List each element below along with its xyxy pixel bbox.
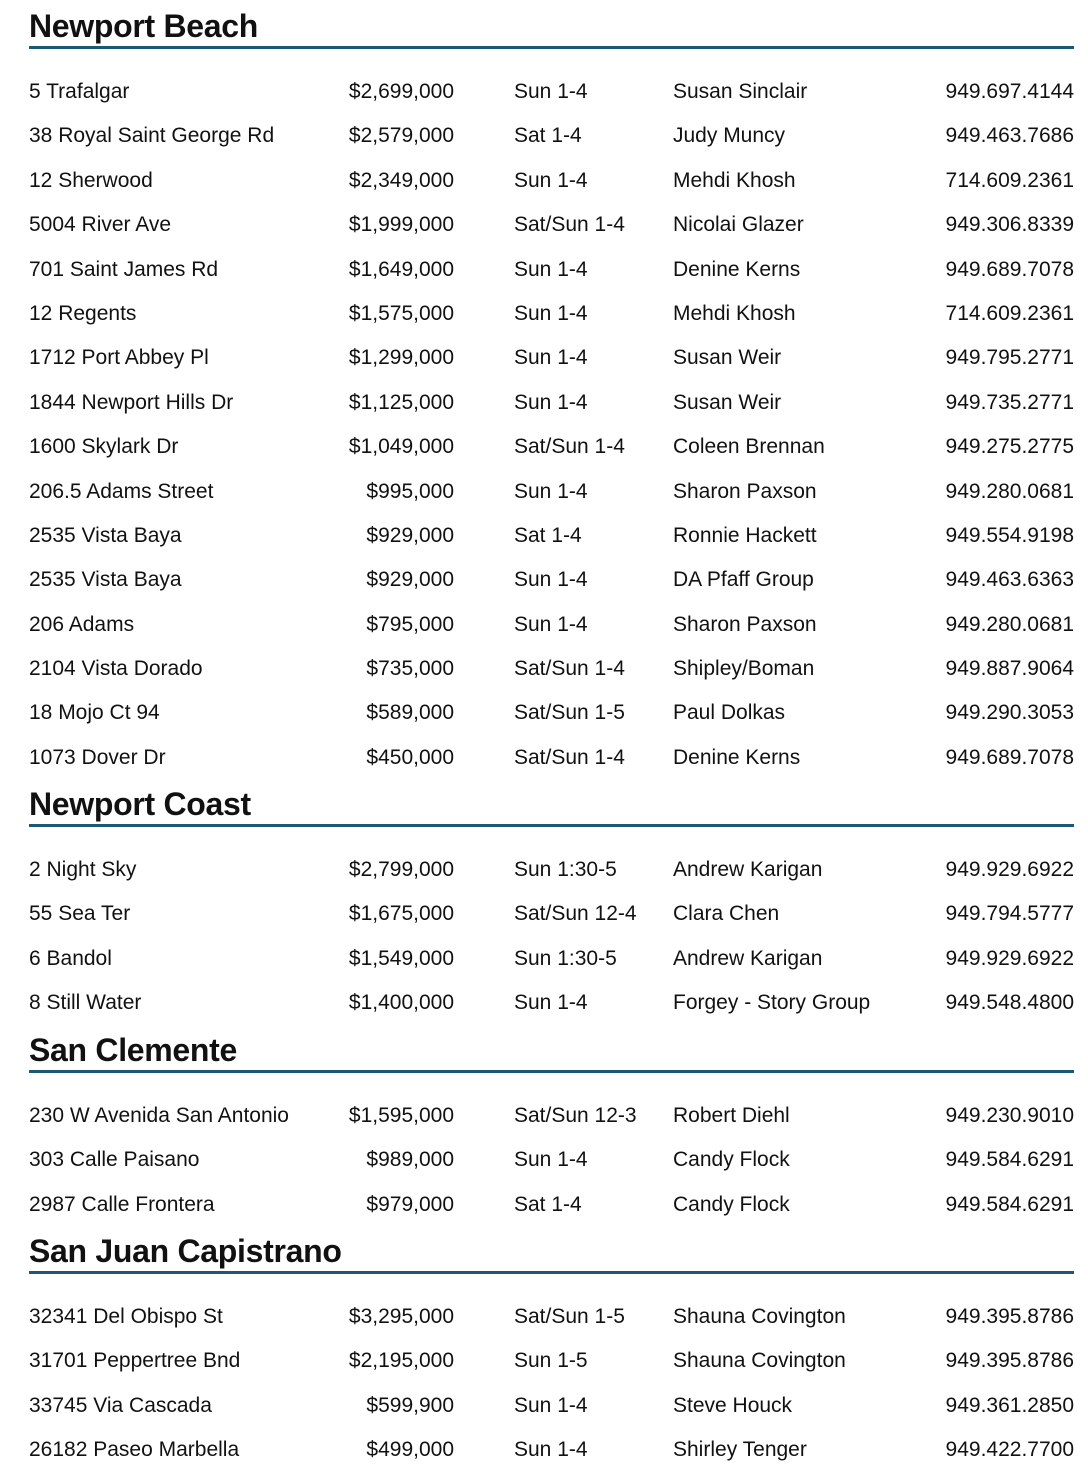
- agent-phone: 949.463.7686: [945, 124, 1074, 148]
- listing-row: [29, 739, 1074, 783]
- open-house-time: Sat 1-4: [514, 124, 582, 148]
- listing-price: $2,699,000: [348, 80, 454, 103]
- open-house-time: Sun 1-4: [514, 991, 588, 1015]
- listing-row: [29, 428, 1074, 472]
- listing-row: [29, 561, 1074, 605]
- agent-name: Sharon Paxson: [673, 479, 817, 503]
- open-house-time: Sun 1-4: [514, 301, 588, 325]
- listing-address: 206.5 Adams Street: [29, 479, 214, 503]
- listing-row: [29, 339, 1074, 383]
- agent-phone: 949.929.6922: [945, 946, 1074, 970]
- agent-name: Denine Kerns: [673, 257, 801, 281]
- agent-phone: 949.795.2771: [945, 346, 1074, 370]
- open-house-time: Sun 1:30-5: [514, 858, 617, 881]
- listing-row: [29, 1431, 1074, 1475]
- listing-row: [29, 1141, 1074, 1185]
- agent-name: Susan Sinclair: [673, 80, 808, 103]
- listing-list: [29, 49, 1074, 783]
- listing-address: 2535 Vista Baya: [29, 568, 182, 592]
- agent-name: Sharon Paxson: [673, 612, 817, 636]
- listing-address: 2535 Vista Baya: [29, 523, 182, 547]
- listing-row: [29, 650, 1074, 694]
- agent-phone: 949.280.0681: [945, 479, 1074, 503]
- open-house-time: Sun 1:30-5: [514, 946, 617, 970]
- listing-address: 31701 Peppertree Bnd: [29, 1349, 241, 1373]
- listing-row: [29, 517, 1074, 561]
- listing-address: 55 Sea Ter: [29, 902, 131, 926]
- listing-address: 1600 Skylark Dr: [29, 435, 179, 459]
- agent-name: Paul Dolkas: [673, 701, 786, 725]
- listing-price: $1,999,000: [348, 213, 454, 237]
- listing-price: $2,195,000: [348, 1349, 454, 1373]
- open-house-time: Sat/Sun 1-4: [514, 657, 625, 681]
- agent-phone: 949.306.8339: [945, 213, 1074, 237]
- listing-row: [29, 1342, 1074, 1386]
- listing-price: $1,125,000: [348, 390, 454, 414]
- listing-price: $979,000: [366, 1192, 454, 1216]
- agent-phone: 949.422.7700: [945, 1438, 1074, 1462]
- agent-phone: 949.395.8786: [945, 1349, 1074, 1373]
- listing-row: [29, 606, 1074, 650]
- agent-name: Candy Flock: [673, 1148, 790, 1172]
- listing-address: 12 Sherwood: [29, 168, 153, 192]
- listing-price: $2,579,000: [348, 124, 454, 148]
- listing-list: [29, 1274, 1074, 1476]
- listing-address: 8 Still Water: [29, 991, 142, 1015]
- listing-price: $929,000: [366, 568, 454, 592]
- agent-name: Forgey - Story Group: [673, 991, 871, 1015]
- listing-price: $2,799,000: [348, 858, 454, 881]
- listing-address: 701 Saint James Rd: [29, 257, 219, 281]
- agent-phone: 949.584.6291: [945, 1148, 1074, 1172]
- listing-address: 1073 Dover Dr: [29, 745, 166, 769]
- open-house-time: Sat/Sun 1-5: [514, 701, 625, 725]
- agent-phone: 949.929.6922: [945, 858, 1074, 881]
- open-house-time: Sun 1-4: [514, 80, 588, 103]
- listing-row: [29, 117, 1074, 161]
- open-house-time: Sat/Sun 1-4: [514, 213, 625, 237]
- listing-price: $589,000: [366, 701, 454, 725]
- listing-row: [29, 1298, 1074, 1342]
- listing-price: $1,595,000: [348, 1104, 454, 1127]
- agent-name: Judy Muncy: [673, 124, 786, 148]
- section-title: Newport Coast: [29, 778, 1074, 827]
- listing-list: [29, 827, 1074, 1029]
- listing-price: $1,675,000: [348, 902, 454, 926]
- listing-address: 5004 River Ave: [29, 213, 172, 237]
- section-title: Newport Beach: [29, 0, 1074, 49]
- listing-price: $735,000: [366, 657, 454, 681]
- listing-address: 2104 Vista Dorado: [29, 657, 203, 681]
- agent-phone: 949.230.9010: [945, 1104, 1074, 1127]
- open-house-time: Sun 1-5: [514, 1349, 588, 1373]
- listing-row: [29, 694, 1074, 738]
- agent-phone: 949.280.0681: [945, 612, 1074, 636]
- agent-name: Shirley Tenger: [673, 1438, 807, 1462]
- listing-price: $795,000: [366, 612, 454, 636]
- section-newport-beach: [29, 0, 1074, 783]
- listing-price: $1,299,000: [348, 346, 454, 370]
- agent-name: Denine Kerns: [673, 745, 801, 769]
- listing-row: [29, 251, 1074, 295]
- open-house-time: Sun 1-4: [514, 1148, 588, 1172]
- listing-row: [29, 1097, 1074, 1141]
- listing-price: $1,400,000: [348, 991, 454, 1015]
- listing-address: 1844 Newport Hills Dr: [29, 390, 234, 414]
- open-house-time: Sun 1-4: [514, 168, 588, 192]
- agent-name: Shauna Covington: [673, 1349, 846, 1373]
- agent-phone: 949.275.2775: [945, 435, 1074, 459]
- open-house-time: Sat/Sun 1-4: [514, 745, 625, 769]
- agent-name: Mehdi Khosh: [673, 301, 796, 325]
- agent-phone: 949.887.9064: [945, 657, 1074, 681]
- listing-address: 33745 Via Cascada: [29, 1393, 212, 1417]
- agent-name: Andrew Karigan: [673, 946, 823, 970]
- agent-phone: 949.361.2850: [945, 1393, 1074, 1417]
- listing-price: $499,000: [366, 1438, 454, 1462]
- agent-phone: 714.609.2361: [945, 301, 1074, 325]
- section-title: San Clemente: [29, 1024, 1074, 1073]
- open-house-time: Sat 1-4: [514, 1192, 582, 1216]
- listing-row: [29, 895, 1074, 939]
- agent-name: Shauna Covington: [673, 1305, 846, 1328]
- listing-address: 1712 Port Abbey Pl: [29, 346, 209, 370]
- listing-row: [29, 73, 1074, 117]
- agent-name: Susan Weir: [673, 390, 782, 414]
- agent-phone: 949.689.7078: [945, 745, 1074, 769]
- open-house-time: Sun 1-4: [514, 479, 588, 503]
- section-newport-coast: [29, 778, 1074, 1029]
- agent-name: Steve Houck: [673, 1393, 793, 1417]
- agent-name: Coleen Brennan: [673, 435, 825, 459]
- agent-phone: 949.794.5777: [945, 902, 1074, 926]
- agent-phone: 949.463.6363: [945, 568, 1074, 592]
- agent-phone: 949.554.9198: [945, 523, 1074, 547]
- listing-row: [29, 473, 1074, 517]
- section-title: San Juan Capistrano: [29, 1225, 1074, 1274]
- agent-name: Nicolai Glazer: [673, 213, 804, 237]
- open-house-time: Sun 1-4: [514, 1393, 588, 1417]
- open-house-time: Sat/Sun 12-3: [514, 1104, 637, 1127]
- listing-price: $599,900: [366, 1393, 454, 1417]
- listing-price: $989,000: [366, 1148, 454, 1172]
- listing-list: [29, 1073, 1074, 1230]
- listing-price: $1,549,000: [348, 946, 454, 970]
- listing-price: $1,649,000: [348, 257, 454, 281]
- listing-row: [29, 940, 1074, 984]
- listing-price: $929,000: [366, 523, 454, 547]
- listing-address: 12 Regents: [29, 301, 137, 325]
- agent-name: DA Pfaff Group: [673, 568, 814, 592]
- listing-address: 206 Adams: [29, 612, 135, 636]
- listing-address: 6 Bandol: [29, 946, 112, 970]
- agent-name: Robert Diehl: [673, 1104, 790, 1127]
- agent-phone: 949.689.7078: [945, 257, 1074, 281]
- agent-phone: 949.584.6291: [945, 1192, 1074, 1216]
- listing-address: 38 Royal Saint George Rd: [29, 124, 275, 148]
- agent-phone: 714.609.2361: [945, 168, 1074, 192]
- listing-row: [29, 1387, 1074, 1431]
- listing-row: [29, 984, 1074, 1028]
- agent-name: Clara Chen: [673, 902, 780, 926]
- agent-phone: 949.548.4800: [945, 991, 1074, 1015]
- open-house-time: Sun 1-4: [514, 257, 588, 281]
- section-san-juan-capistrano: [29, 1225, 1074, 1476]
- listing-row: [29, 206, 1074, 250]
- listing-address: 230 W Avenida San Antonio: [29, 1104, 289, 1127]
- open-house-time: Sun 1-4: [514, 390, 588, 414]
- agent-name: Andrew Karigan: [673, 858, 823, 881]
- listing-price: $1,575,000: [348, 301, 454, 325]
- open-house-time: Sat/Sun 1-5: [514, 1305, 625, 1328]
- listing-price: $2,349,000: [348, 168, 454, 192]
- listing-address: 26182 Paseo Marbella: [29, 1438, 240, 1462]
- listing-address: 18 Mojo Ct 94: [29, 701, 160, 725]
- listing-price: $450,000: [366, 745, 454, 769]
- listing-row: [29, 851, 1074, 895]
- open-house-time: Sun 1-4: [514, 568, 588, 592]
- open-house-time: Sat 1-4: [514, 523, 582, 547]
- listing-address: 32341 Del Obispo St: [29, 1305, 223, 1328]
- agent-name: Susan Weir: [673, 346, 782, 370]
- agent-name: Candy Flock: [673, 1192, 790, 1216]
- agent-name: Mehdi Khosh: [673, 168, 796, 192]
- open-house-time: Sun 1-4: [514, 612, 588, 636]
- listing-row: [29, 1186, 1074, 1230]
- listing-price: $1,049,000: [348, 435, 454, 459]
- listing-address: 303 Calle Paisano: [29, 1148, 200, 1172]
- agent-name: Ronnie Hackett: [673, 523, 817, 547]
- agent-phone: 949.290.3053: [945, 701, 1074, 725]
- agent-phone: 949.697.4144: [945, 80, 1074, 103]
- agent-phone: 949.395.8786: [945, 1305, 1074, 1328]
- section-san-clemente: [29, 1024, 1074, 1230]
- listing-row: [29, 162, 1074, 206]
- listing-row: [29, 384, 1074, 428]
- listing-price: $3,295,000: [348, 1305, 454, 1328]
- open-house-time: Sun 1-4: [514, 1438, 588, 1462]
- listing-row: [29, 295, 1074, 339]
- listing-address: 2987 Calle Frontera: [29, 1192, 215, 1216]
- open-house-time: Sun 1-4: [514, 346, 588, 370]
- listing-address: 2 Night Sky: [29, 858, 137, 881]
- open-house-time: Sat/Sun 12-4: [514, 902, 637, 926]
- open-house-time: Sat/Sun 1-4: [514, 435, 625, 459]
- agent-name: Shipley/Boman: [673, 657, 815, 681]
- listing-price: $995,000: [366, 479, 454, 503]
- listing-address: 5 Trafalgar: [29, 80, 130, 103]
- agent-phone: 949.735.2771: [945, 390, 1074, 414]
